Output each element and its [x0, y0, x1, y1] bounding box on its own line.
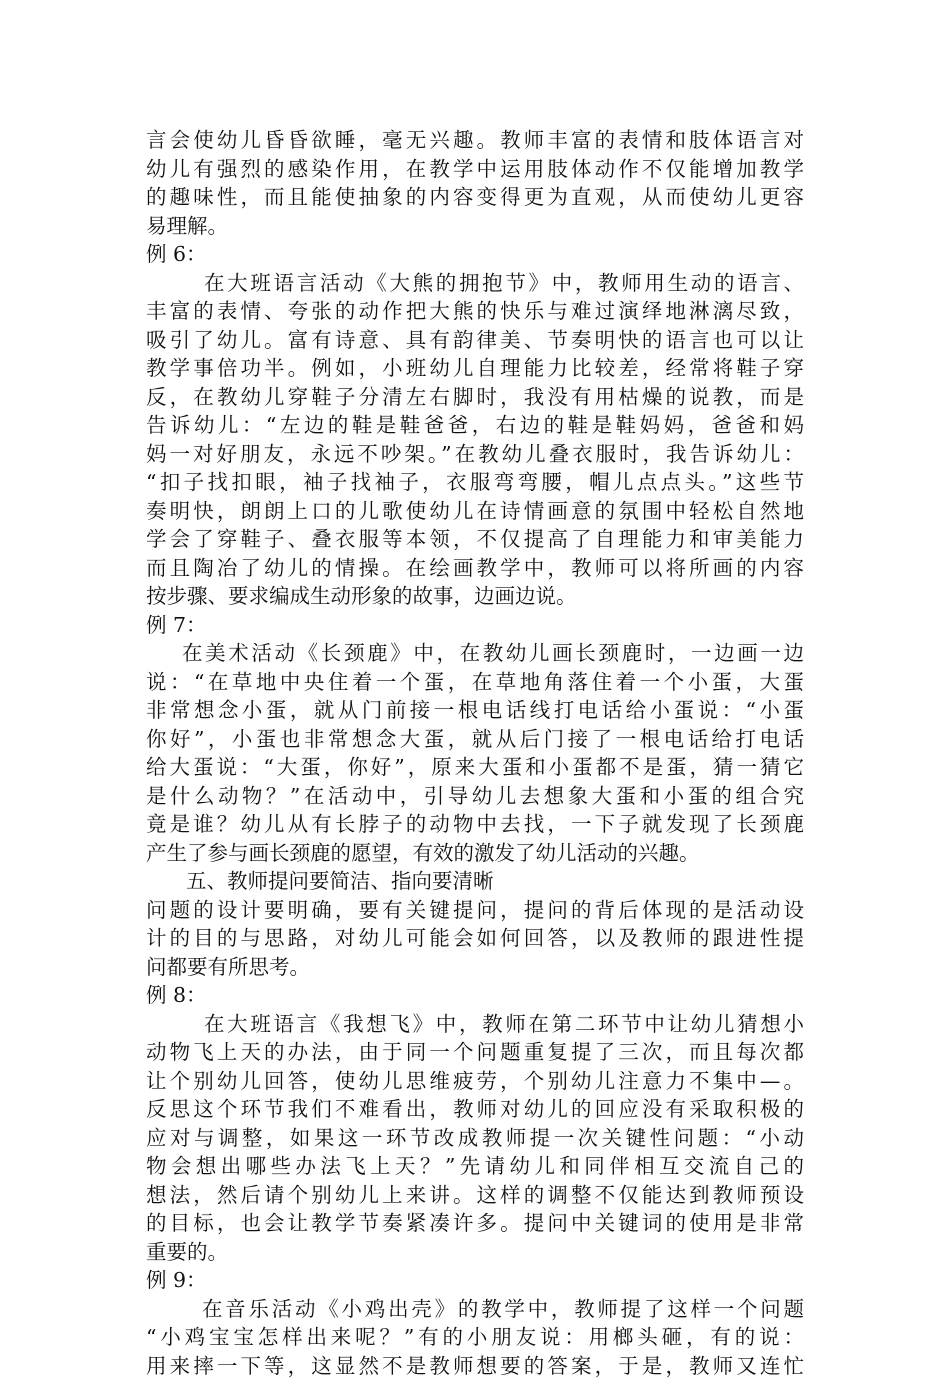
text-line: 在大班语言《我想飞》中，教师在第二环节中让幼儿猜想小 — [146, 1010, 804, 1039]
text-line: 吸引了幼儿。富有诗意、具有韵律美、节奏明快的语言也可以让 — [146, 326, 804, 355]
text-line: “小鸡宝宝怎样出来呢？”有的小朋友说：用榔头砸，有的说： — [146, 1323, 804, 1352]
text-line: 的目标，也会让教学节奏紧凑许多。提问中关键词的使用是非常 — [146, 1209, 804, 1238]
text-line: 言会使幼儿昏昏欲睡，毫无兴趣。教师丰富的表情和肢体语言对 — [146, 126, 804, 155]
example-label: 例 6： — [146, 240, 804, 269]
text-line: “扣子找扣眼，袖子找袖子，衣服弯弯腰，帽儿点点头。”这些节 — [146, 468, 804, 497]
text-line: 问题的设计要明确，要有关键提问，提问的背后体现的是活动设 — [146, 896, 804, 925]
document-body — [146, 126, 804, 1380]
example-label: 例 9： — [146, 1266, 804, 1295]
text-line: 幼儿有强烈的感染作用，在教学中运用肢体动作不仅能增加教学 — [146, 155, 804, 184]
text-line: 给大蛋说：“大蛋，你好”，原来大蛋和小蛋都不是蛋，猜一猜它 — [146, 753, 804, 782]
text-line: 教学事倍功半。例如，小班幼儿自理能力比较差，经常将鞋子穿 — [146, 354, 804, 383]
text-line: 物会想出哪些办法飞上天？”先请幼儿和同伴相互交流自己的 — [146, 1152, 804, 1181]
text-line: 竟是谁？幼儿从有长脖子的动物中去找，一下子就发现了长颈鹿 — [146, 810, 804, 839]
text-line: 反思这个环节我们不难看出，教师对幼儿的回应没有采取积极的 — [146, 1095, 804, 1124]
text-line: 想法，然后请个别幼儿上来讲。这样的调整不仅能达到教师预设 — [146, 1181, 804, 1210]
text-line: 你好”，小蛋也非常想念大蛋，就从后门接了一根电话给打电话 — [146, 725, 804, 754]
text-line: 学会了穿鞋子、叠衣服等本领，不仅提高了自理能力和审美能力 — [146, 525, 804, 554]
text-line: 说：“在草地中央住着一个蛋，在草地角落住着一个小蛋，大蛋 — [146, 668, 804, 697]
text-line: 告诉幼儿：“左边的鞋是鞋爸爸，右边的鞋是鞋妈妈，爸爸和妈 — [146, 411, 804, 440]
text-line: 的趣味性，而且能使抽象的内容变得更为直观，从而使幼儿更容 — [146, 183, 804, 212]
text-line: 问都要有所思考。 — [146, 953, 804, 982]
text-line: 而且陶冶了幼儿的情操。在绘画教学中，教师可以将所画的内容 — [146, 554, 804, 583]
text-line: 在大班语言活动《大熊的拥抱节》中，教师用生动的语言、 — [146, 269, 804, 298]
text-line: 奏明快，朗朗上口的儿歌使幼儿在诗情画意的氛围中轻松自然地 — [146, 497, 804, 526]
example-label: 例 8： — [146, 981, 804, 1010]
text-line: 重要的。 — [146, 1238, 804, 1267]
text-line: 在音乐活动《小鸡出壳》的教学中，教师提了这样一个问题 — [146, 1295, 804, 1324]
text-line: 产生了参与画长颈鹿的愿望，有效的激发了幼儿活动的兴趣。 — [146, 839, 804, 868]
text-line: 非常想念小蛋，就从门前接一根电话线打电话给小蛋说：“小蛋 — [146, 696, 804, 725]
text-line: 让个别幼儿回答，使幼儿思维疲劳，个别幼儿注意力不集中—。 — [146, 1067, 804, 1096]
text-line: 妈一对好朋友，永远不吵架。”在教幼儿叠衣服时，我告诉幼儿： — [146, 440, 804, 469]
text-line: 反，在教幼儿穿鞋子分清左右脚时，我没有用枯燥的说教，而是 — [146, 383, 804, 412]
text-line: 动物飞上天的办法，由于同一个问题重复提了三次，而且每次都 — [146, 1038, 804, 1067]
text-line: 用来摔一下等，这显然不是教师想要的答案，于是，教师又连忙 — [146, 1352, 804, 1380]
text-line: 是什么动物？”在活动中，引导幼儿去想象大蛋和小蛋的组合究 — [146, 782, 804, 811]
text-line: 在美术活动《长颈鹿》中，在教幼儿画长颈鹿时，一边画一边 — [146, 639, 804, 668]
text-line: 应对与调整，如果这一环节改成教师提一次关键性问题：“小动 — [146, 1124, 804, 1153]
text-line: 计的目的与思路，对幼儿可能会如何回答，以及教师的跟进性提 — [146, 924, 804, 953]
section-heading: 五、教师提问要简洁、指向要清晰 — [146, 867, 804, 896]
text-line: 按步骤、要求编成生动形象的故事，边画边说。 — [146, 582, 804, 611]
text-line: 易理解。 — [146, 212, 804, 241]
text-line: 丰富的表情、夸张的动作把大熊的快乐与难过演绎地淋漓尽致， — [146, 297, 804, 326]
example-label: 例 7： — [146, 611, 804, 640]
